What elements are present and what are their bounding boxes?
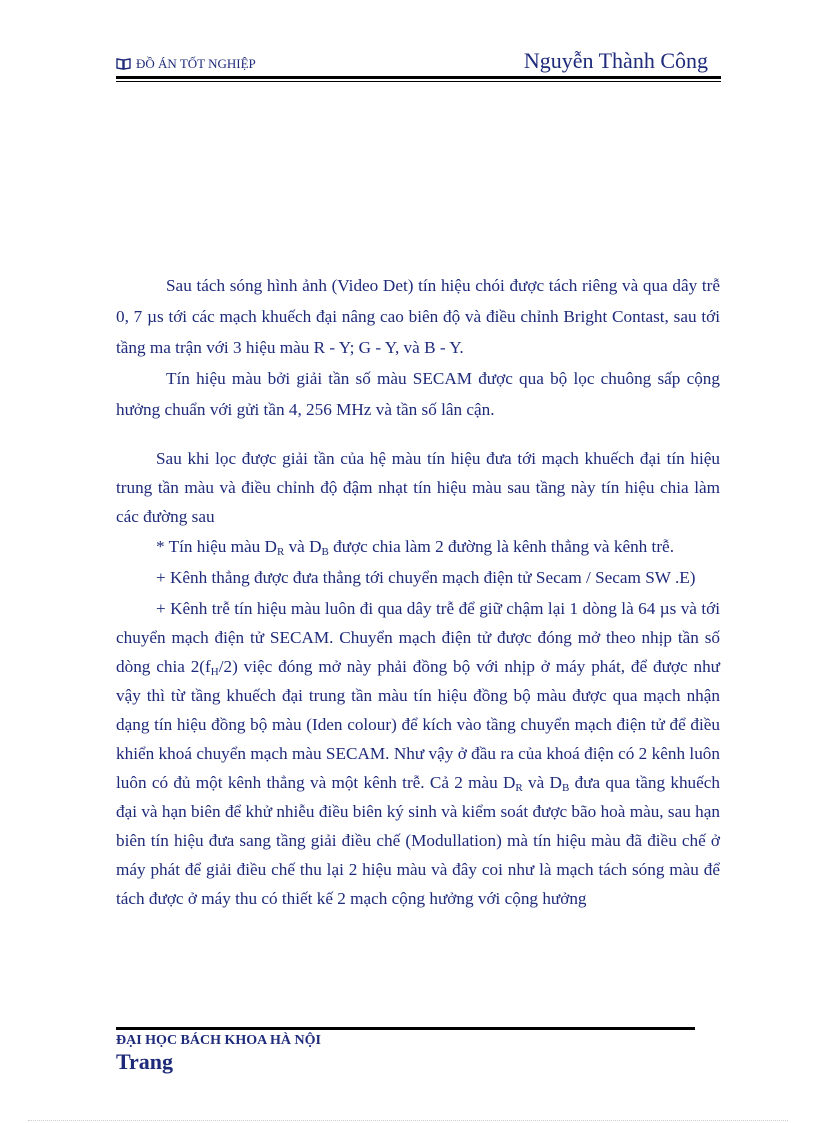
header-rule-thin [116,81,721,82]
paragraph-3: Sau khi lọc được giải tần của hệ màu tín hiệu đưa tới mạch khuếch đại tín hiệu trung tần màu và điều chỉnh độ đậm nhạt tín hiệu màu sau tầng này tín hiệu chia làm các đường sau [116,449,720,526]
p4-sub-r: R [276,546,285,558]
header-rule-thick [116,76,721,79]
p6-sub-h: H [210,666,219,678]
p6-text-b: /2) việc đóng mở này phải đồng bộ với nhịp ở máy phát, để được như vậy thì từ tầng khuếch đại trung tần màu tín hiệu đồng bộ màu được qua mạch nhận dạng tín hiệu đồng bộ màu (Iden colour) để kích vào tầng chuyển mạch điện tử để điều khiển khoá chuyển mạch màu SECAM. Như vậy ở đầu ra của khoá điện có 2 kênh luôn luôn có đủ một kênh thẳng và một kênh trễ. Cả 2 màu D [116,657,720,792]
paragraph-1: Sau tách sóng hình ảnh (Video Det) tín hiệu chói được tách riêng và qua dây trễ 0, 7 µs tới các mạch khuếch đại nâng cao biên độ và điều chỉnh Bright Contast, sau tới tầng ma trận với 3 hiệu màu R - Y; G - Y, và B - Y. [116,276,720,357]
paragraph-4 [116,532,720,561]
paragraph-6 [116,594,720,913]
p6-text-d: đưa qua tầng khuếch đại và hạn biên để khử nhiễu điều biên ký sinh và kiểm soát được bão hoà màu, sau hạn biên tín hiệu đưa sang tầng giải điều chế (Modullation) mà tín hiệu màu đã điều chế ở máy phát để giải điều chế thu lại 2 hiệu màu và đây coi như là mạch tách sóng màu để tách được ở máy thu có thiết kế 2 mạch cộng hưởng với cộng hưởng [116,773,721,908]
footer-rule [116,1027,695,1030]
p6-sub-b: B [561,782,570,794]
p4-text-a: * Tín hiệu màu D [156,537,277,556]
header-left [116,56,256,72]
page-bottom-dotted-line [28,1120,788,1121]
p6-text-a: + Kênh trễ tín hiệu màu luôn đi qua dây trễ để giữ chậm lại 1 dòng là 64 µs và tới chuyển mạch điện tử SECAM. Chuyển mạch điện tử được đóng mở theo nhịp tần số dòng chia 2(f [116,599,720,676]
document-type-title: ĐỒ ÁN TỐT NGHIỆP [136,56,256,71]
book-icon [116,58,131,70]
paragraph-2: Tín hiệu màu bởi giải tần số màu SECAM được qua bộ lọc chuông sấp cộng hưởng chuẩn với gửi tần 4, 256 MHz và tần số lân cận. [116,369,720,419]
paragraph-group-2 [116,444,720,913]
author-name: Nguyễn Thành Công [523,48,708,73]
p4-text-b: và D [284,537,322,556]
p6-sub-r: R [515,782,523,794]
p4-text-c: được chia làm 2 đường là kênh thẳng và kênh trễ. [328,537,674,556]
p6-text-c: và D [522,773,562,792]
paragraph-group-1 [116,270,720,425]
footer-university: ĐẠI HỌC BÁCH KHOA HÀ NỘI [116,1033,321,1048]
footer-page-label: Trang [116,1049,174,1074]
paragraph-5: + Kênh thẳng được đưa thẳng tới chuyển mạch điện tử Secam / Secam SW .E) [156,568,696,587]
p4-sub-b: B [321,546,329,558]
